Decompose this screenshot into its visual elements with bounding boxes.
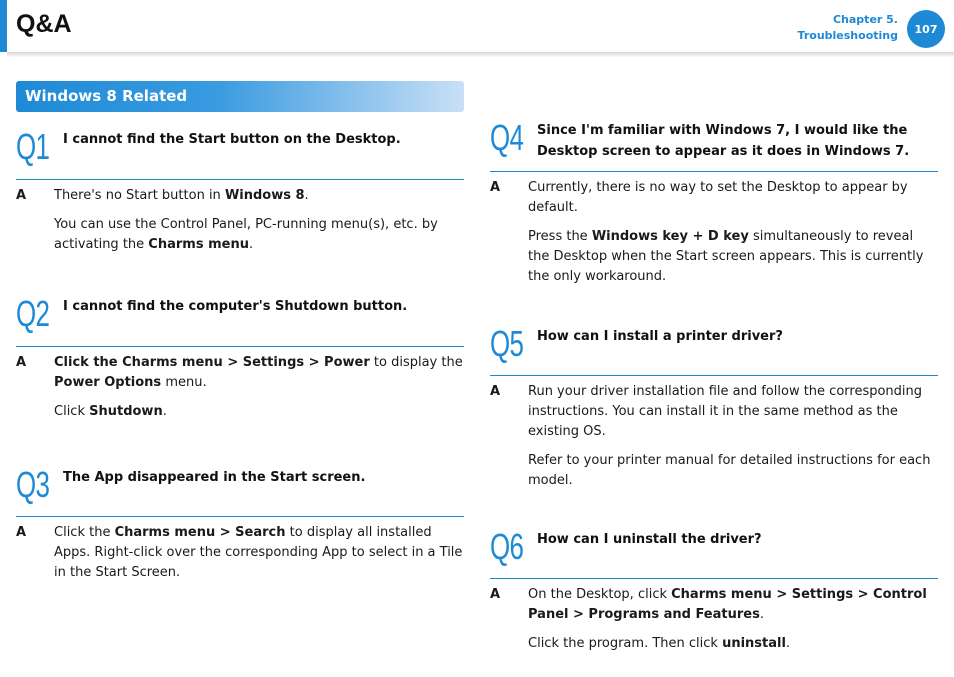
question-number: Q3 [16, 464, 50, 505]
answer-paragraph [490, 178, 938, 218]
answer-paragraph [16, 353, 464, 393]
qa-item-1 [16, 126, 464, 264]
answer [16, 523, 464, 583]
chapter-label [798, 12, 898, 44]
answer-text: On the Desktop, click [528, 587, 672, 602]
answer-body [490, 178, 938, 287]
answer-text: There's no Start button in [54, 188, 225, 203]
answer [490, 585, 938, 654]
question-header [16, 126, 464, 179]
qa-item-3 [16, 464, 464, 592]
answer-text: Click the [54, 525, 115, 540]
answer-bold-text: Charms menu > Search [114, 525, 286, 540]
chapter-name: Troubleshooting [797, 29, 898, 42]
chapter-number: Chapter 5. [832, 13, 898, 26]
question-header [16, 293, 464, 346]
question-number: Q6 [490, 526, 524, 567]
answer-text: Click the program. Then click [528, 636, 723, 651]
answer-text: Click [54, 404, 90, 419]
answer-bold-text: Charms menu > Settings > Control Panel > Programs and Features [528, 587, 927, 622]
section-banner: Windows 8 Related [16, 81, 464, 112]
question-header [490, 526, 938, 578]
answer-paragraph [490, 227, 938, 287]
answer-text: You can use the Control Panel, PC-running menu(s), etc. by activating the [54, 217, 438, 252]
page-title: Q&A [16, 10, 72, 38]
question-header [490, 117, 938, 171]
answer-paragraph [16, 402, 464, 422]
answer-text: . [785, 636, 791, 651]
answer [490, 178, 938, 287]
answer-text: to display all installed Apps. Right-click over the corresponding App to select in a Tile in the Start Screen. [54, 525, 463, 580]
question-text: I cannot find the Start button on the Desktop. [63, 132, 401, 147]
answer-text: . [304, 188, 309, 203]
question-divider [16, 516, 464, 517]
question-text: The App disappeared in the Start screen. [63, 470, 366, 485]
question-header [490, 323, 938, 375]
answer-label: A [490, 587, 501, 602]
qa-item-6 [490, 526, 938, 663]
qa-item-2 [16, 293, 464, 431]
answer-bold-text: uninstall [722, 636, 786, 651]
page-number-badge: 107 [907, 10, 945, 48]
question-divider [490, 171, 938, 172]
answer-text: . [248, 237, 254, 252]
answer-text: simultaneously to reveal the Desktop when the Start screen appears. This is currently the only workaround. [528, 229, 924, 284]
question-text: How can I uninstall the driver? [537, 532, 762, 547]
answer-body [490, 382, 938, 491]
answer [16, 353, 464, 422]
question-header [16, 464, 464, 516]
answer-paragraph [16, 215, 464, 255]
answer-bold-text: Charms menu [148, 237, 249, 252]
answer-paragraph [490, 451, 938, 491]
answer-text: Run your driver installation file and follow the corresponding instructions. You can install it in the same method as the existing OS. [528, 384, 923, 439]
answer-text: to display the [369, 355, 463, 370]
question-number: Q1 [16, 126, 50, 167]
question-number: Q5 [490, 323, 524, 364]
question-number: Q4 [490, 117, 524, 158]
answer-body [16, 523, 464, 583]
answer-label: A [16, 355, 27, 370]
answer-text: menu. [161, 375, 207, 390]
answer-label: A [16, 188, 27, 203]
header-divider [7, 52, 954, 57]
answer-text: Press the [528, 229, 592, 244]
answer-label: A [490, 180, 501, 195]
question-text: Since I'm familiar with Windows 7, I would like the Desktop screen to appear as it does in Windows 7. [537, 123, 910, 159]
answer-body [16, 186, 464, 255]
answer-text: . [759, 607, 764, 622]
answer-paragraph [490, 382, 938, 442]
qa-item-4 [490, 117, 938, 296]
answer-bold-text: Power Options [54, 375, 162, 390]
answer-paragraph [16, 523, 464, 583]
answer-text: Currently, there is no way to set the Desktop to appear by default. [528, 180, 908, 215]
answer-bold-text: Windows 8 [224, 188, 305, 203]
answer-paragraph [490, 585, 938, 625]
answer-paragraph [490, 634, 938, 654]
answer-label: A [16, 525, 27, 540]
question-divider [490, 578, 938, 579]
question-text: How can I install a printer driver? [537, 329, 783, 344]
question-divider [490, 375, 938, 376]
answer-body [16, 353, 464, 422]
question-divider [16, 346, 464, 347]
question-text: I cannot find the computer's Shutdown button. [63, 299, 408, 314]
question-number: Q2 [16, 293, 50, 334]
answer-bold-text: Shutdown [89, 404, 163, 419]
qa-item-5 [490, 323, 938, 500]
answer [16, 186, 464, 255]
answer-text: . [162, 404, 167, 419]
answer-body [490, 585, 938, 654]
answer-text: Refer to your printer manual for detailed instructions for each model. [528, 453, 931, 488]
question-divider [16, 179, 464, 180]
answer-label: A [490, 384, 501, 399]
answer-paragraph [16, 186, 464, 206]
header-accent-bar [0, 0, 7, 52]
answer-bold-text: Windows key + D key [591, 229, 749, 244]
answer-bold-text: Click the Charms menu > Settings > Power [54, 355, 370, 370]
answer [490, 382, 938, 491]
